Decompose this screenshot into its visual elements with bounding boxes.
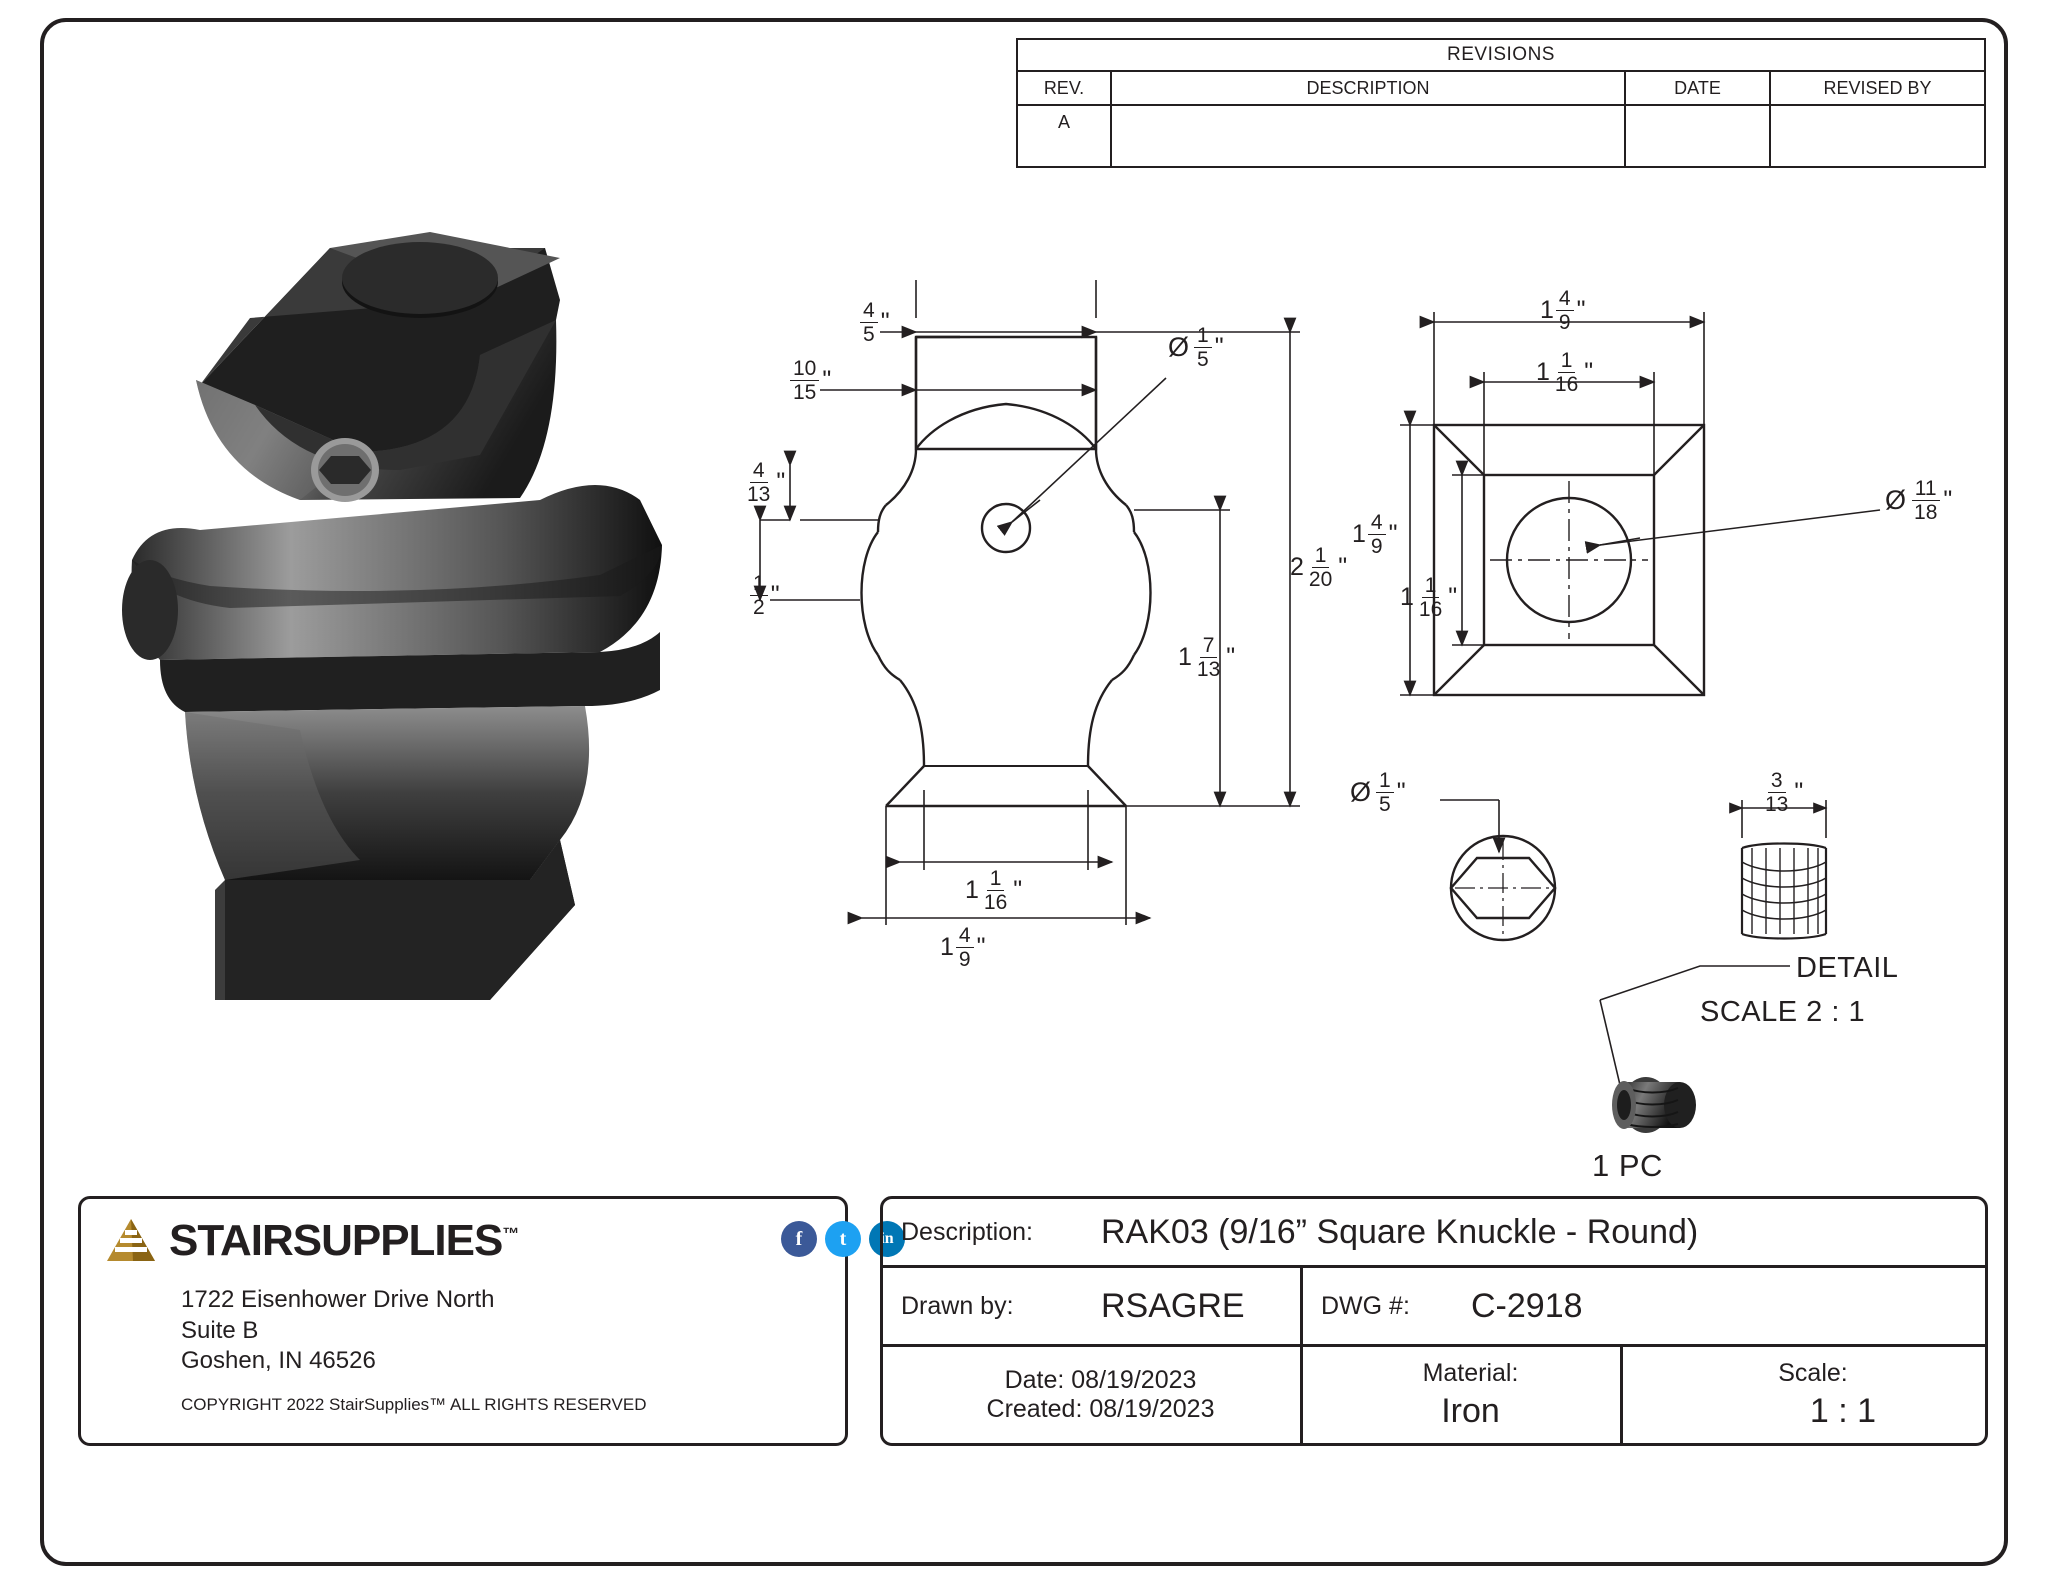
company-name-part2: SUPPLIES (292, 1216, 503, 1265)
dwg-number-label: DWG #: (1321, 1291, 1410, 1320)
facebook-icon[interactable]: f (781, 1221, 817, 1257)
dim-neck-width: $\frac{10}{15}$ " (788, 358, 831, 403)
address-line-3: Goshen, IN 46526 (181, 1347, 376, 1375)
revision-rev-value: A (1018, 106, 1112, 168)
company-name (169, 1216, 518, 1266)
material-label: Material: (1422, 1359, 1519, 1387)
revisions-table (1016, 38, 1986, 168)
material-cell (1303, 1347, 1623, 1443)
dim-upper-left-height: $\frac{4}{13}$ " (747, 459, 786, 506)
date-cell (883, 1347, 1303, 1443)
address-line-1: 1722 Eisenhower Drive North (181, 1286, 495, 1313)
revisions-header-date: DATE (1626, 72, 1771, 104)
description-value: RAK03 (9/16” Square Knuckle - Round) (1101, 1212, 1699, 1251)
company-logo (103, 1215, 518, 1267)
dim-lower-height: 1 $\frac{7}{13}$ " (1178, 634, 1236, 681)
dim-overall-height: 2 $\frac{1}{20}$ " (1290, 544, 1348, 591)
revision-description-value (1112, 106, 1626, 168)
dwg-number-value: C-2918 (1471, 1286, 1583, 1325)
company-address (181, 1285, 495, 1377)
created-label: Created: 08/19/2023 (986, 1395, 1215, 1423)
dim-screw-length: $\frac{3}{13}$ " (1765, 769, 1804, 816)
date-label: Date: 08/19/2023 (1004, 1366, 1197, 1394)
copyright-notice: COPYRIGHT 2022 StairSupplies™ ALL RIGHTS RESERVED (181, 1395, 647, 1414)
dim-base-width-outer: 1 $\frac{4}{9}$ " (940, 924, 986, 971)
company-trademark: ™ (502, 1224, 519, 1244)
stairsupplies-logo-icon (103, 1215, 159, 1267)
date-material-scale-row (883, 1347, 1985, 1443)
description-row (883, 1199, 1985, 1268)
company-block (78, 1196, 894, 1446)
title-block (880, 1196, 1988, 1446)
dim-inner-square-height: 1 $\frac{1}{16}$ " (1400, 574, 1458, 621)
linkedin-icon[interactable]: in (869, 1221, 905, 1257)
dim-bore-diameter: Ø $\frac{11}{18}$ " (1885, 477, 1953, 524)
scale-value: 1 : 1 (1809, 1392, 1877, 1430)
revisions-header-revised-by: REVISED BY (1823, 77, 1932, 98)
scale-label: Scale: (1778, 1359, 1848, 1387)
dim-mid-left-height: $\frac{1}{2}$ " (748, 573, 780, 618)
revisions-header-rev: REV. (1018, 72, 1112, 104)
dim-set-screw-hole-diameter: Ø $\frac{1}{5}$ " (1168, 324, 1224, 371)
revision-revised-by-value (1771, 106, 1984, 168)
dim-outer-square-width: 1 $\frac{4}{9}$ " (1540, 287, 1586, 334)
address-line-2: Suite B (181, 1316, 259, 1344)
description-label: Description: (901, 1217, 1033, 1246)
dim-outer-square-height: 1 $\frac{4}{9}$ " (1352, 511, 1398, 558)
revisions-header-description: DESCRIPTION (1112, 72, 1626, 104)
detail-label: DETAIL (1796, 952, 1899, 984)
detail-scale-label: SCALE 2 : 1 (1700, 996, 1866, 1028)
drawn-by-label: Drawn by: (901, 1291, 1014, 1320)
dim-base-width-inner: 1 $\frac{1}{16}$ " (965, 867, 1023, 914)
drawn-by-row (883, 1268, 1985, 1347)
dim-screw-head-diameter: Ø $\frac{1}{5}$ " (1350, 769, 1406, 816)
revisions-header-row (1018, 72, 1984, 106)
quantity-label: 1 PC (1592, 1148, 1663, 1183)
revisions-title: REVISIONS (1018, 40, 1984, 72)
revision-date-value (1626, 106, 1771, 168)
dim-inner-square-width: 1 $\frac{1}{16}$ " (1536, 349, 1594, 396)
table-row (1018, 106, 1984, 168)
material-value: Iron (1441, 1392, 1500, 1430)
twitter-icon[interactable]: t (825, 1221, 861, 1257)
drawn-by-value: RSAGRE (1083, 1268, 1303, 1344)
scale-cell (1623, 1347, 1985, 1443)
company-name-part1: STAIR (169, 1216, 293, 1265)
dim-top-width: $\frac{4}{5}$ " (858, 300, 890, 345)
